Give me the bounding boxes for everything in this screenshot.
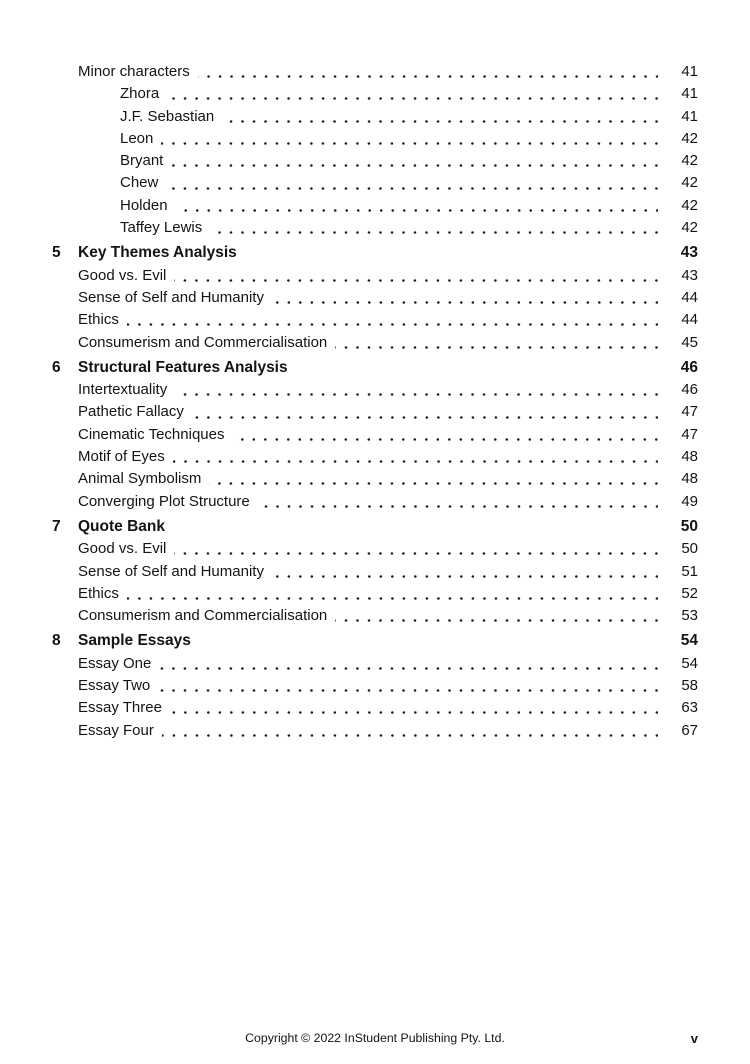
toc-entry-row[interactable]	[52, 720, 698, 742]
dot-leader	[258, 491, 658, 513]
toc-entry-label: J.F. Sebastian	[120, 107, 215, 125]
dot-leader	[176, 195, 658, 217]
toc-page-number: 42	[681, 219, 698, 237]
toc-entry-row[interactable]	[52, 583, 698, 605]
toc-entry-label: Bryant	[120, 152, 164, 170]
toc-entry-label: Good vs. Evil	[78, 540, 167, 558]
toc-page-number: 51	[681, 562, 698, 580]
toc-entry-label: Leon	[120, 129, 154, 147]
toc-page-number: 44	[681, 311, 698, 329]
toc-entry-label: Ethics	[78, 311, 119, 329]
toc-entry-row[interactable]	[52, 401, 698, 423]
toc-entry-label: Essay Two	[78, 677, 151, 695]
toc-entry-row[interactable]	[52, 468, 698, 490]
toc-entry-row[interactable]	[52, 379, 698, 401]
toc-page-number: 41	[681, 85, 698, 103]
toc-entry-row[interactable]	[52, 61, 698, 83]
dot-leader	[222, 106, 658, 128]
toc-section-row[interactable]	[52, 242, 698, 264]
toc-page-number: 50	[680, 517, 698, 535]
toc-entry-row[interactable]	[52, 561, 698, 583]
dot-leader	[173, 446, 658, 468]
toc-page-number: 42	[681, 174, 698, 192]
toc-entry-label: Sense of Self and Humanity	[78, 288, 264, 306]
toc-entry-row[interactable]	[52, 309, 698, 331]
dot-leader	[166, 172, 658, 194]
toc-entry-row[interactable]	[52, 106, 698, 128]
dot-leader	[335, 605, 658, 627]
dot-leader	[335, 332, 658, 354]
toc-page-number: 50	[681, 540, 698, 558]
toc-entry-label: Ethics	[78, 584, 119, 602]
dot-leader	[159, 653, 658, 675]
dot-leader	[210, 217, 658, 239]
toc-entry-row[interactable]	[52, 287, 698, 309]
dot-leader	[161, 128, 658, 150]
dot-leader	[162, 720, 658, 742]
toc-entry-row[interactable]	[52, 675, 698, 697]
toc-section-number: 5	[52, 244, 61, 262]
toc-entry-row[interactable]	[52, 83, 698, 105]
dot-leader	[174, 265, 658, 287]
toc-section-row[interactable]	[52, 630, 698, 652]
toc-entry-label: Sample Essays	[78, 632, 191, 650]
toc-entry-row[interactable]	[52, 217, 698, 239]
toc-page-number: 47	[681, 425, 698, 443]
dot-leader	[127, 309, 658, 331]
toc-entry-label: Consumerism and Commercialisation	[78, 607, 328, 625]
toc-page-number: 46	[681, 381, 698, 399]
dot-leader	[272, 561, 658, 583]
toc-section-row[interactable]	[52, 516, 698, 538]
toc-section-row[interactable]	[52, 357, 698, 379]
toc-page-number: 42	[681, 196, 698, 214]
dot-leader	[232, 424, 658, 446]
toc-page-number: 44	[681, 288, 698, 306]
toc-entry-row[interactable]	[52, 538, 698, 560]
toc-page-number: 54	[680, 632, 698, 650]
toc-entry-row[interactable]	[52, 128, 698, 150]
toc-page-number: 49	[681, 492, 698, 510]
dot-leader	[158, 675, 658, 697]
dot-leader	[175, 379, 658, 401]
toc-page-number: 42	[681, 152, 698, 170]
toc-page-number: 63	[681, 699, 698, 717]
toc-entry-label: Consumerism and Commercialisation	[78, 333, 328, 351]
toc-entry-label: Converging Plot Structure	[78, 492, 250, 510]
toc-section-number: 7	[52, 517, 61, 535]
toc-entry-label: Zhora	[120, 85, 160, 103]
toc-entry-label: Essay One	[78, 654, 152, 672]
dot-leader	[192, 401, 658, 423]
dot-leader	[171, 150, 658, 172]
dot-leader	[272, 287, 658, 309]
toc-entry-label: Quote Bank	[78, 517, 165, 535]
toc-entry-label: Holden	[120, 196, 168, 214]
toc-page-number: 53	[681, 607, 698, 625]
toc-entry-label: Chew	[120, 174, 159, 192]
dot-leader	[167, 83, 658, 105]
toc-entry-label: Key Themes Analysis	[78, 244, 237, 262]
toc-entry-label: Motif of Eyes	[78, 448, 165, 466]
toc-entry-label: Sense of Self and Humanity	[78, 562, 264, 580]
toc-entry-label: Structural Features Analysis	[78, 358, 288, 376]
toc-entry-label: Minor characters	[78, 63, 190, 80]
toc-page-number: 48	[681, 470, 698, 488]
toc-page-number: 46	[680, 358, 698, 376]
toc-entry-label: Animal Symbolism	[78, 470, 202, 488]
dot-leader	[198, 61, 658, 83]
dot-leader	[209, 468, 658, 490]
toc-page-number: 42	[681, 129, 698, 147]
dot-leader	[174, 538, 658, 560]
toc-section-number: 6	[52, 358, 61, 376]
toc-entry-row[interactable]	[52, 265, 698, 287]
toc-entry-label: Cinematic Techniques	[78, 425, 225, 443]
toc-page-number: 41	[681, 107, 698, 125]
toc-entry-row[interactable]	[52, 491, 698, 513]
toc-entry-row[interactable]	[52, 653, 698, 675]
toc-entry-label: Pathetic Fallacy	[78, 403, 184, 421]
toc-entry-row[interactable]	[52, 332, 698, 354]
toc-page-number: 58	[681, 677, 698, 695]
toc-page-number: 45	[681, 333, 698, 351]
copyright-text: Copyright © 2022 InStudent Publishing Pty. Ltd.	[245, 1031, 505, 1045]
toc-entry-label: Good vs. Evil	[78, 266, 167, 284]
dot-leader	[127, 583, 658, 605]
toc-entry-row[interactable]	[52, 150, 698, 172]
toc-entry-row[interactable]	[52, 195, 698, 217]
toc-page-number: 52	[681, 584, 698, 602]
toc-page-number: 67	[681, 721, 698, 739]
toc-entry-label: Essay Four	[78, 721, 154, 739]
toc-entry-row[interactable]	[52, 172, 698, 194]
toc-page-number: 48	[681, 448, 698, 466]
toc-section-number: 8	[52, 632, 61, 650]
folio-page-label: v	[690, 1031, 698, 1046]
toc-entry-row[interactable]	[52, 697, 698, 719]
toc-page-number: 54	[681, 654, 698, 672]
toc-page-number: 43	[680, 244, 698, 262]
toc-entry-row[interactable]	[52, 605, 698, 627]
toc-page-number: 43	[681, 266, 698, 284]
dot-leader	[170, 697, 658, 719]
toc-entry-label: Intertextuality	[78, 381, 168, 399]
toc-entry-row[interactable]	[52, 446, 698, 468]
toc-entry-row[interactable]	[52, 424, 698, 446]
toc-list	[52, 61, 698, 742]
toc-page-number: 41	[681, 63, 698, 80]
toc-entry-label: Taffey Lewis	[120, 219, 203, 237]
page-footer	[52, 1031, 698, 1051]
toc-entry-label: Essay Three	[78, 699, 162, 717]
toc-page-number: 47	[681, 403, 698, 421]
